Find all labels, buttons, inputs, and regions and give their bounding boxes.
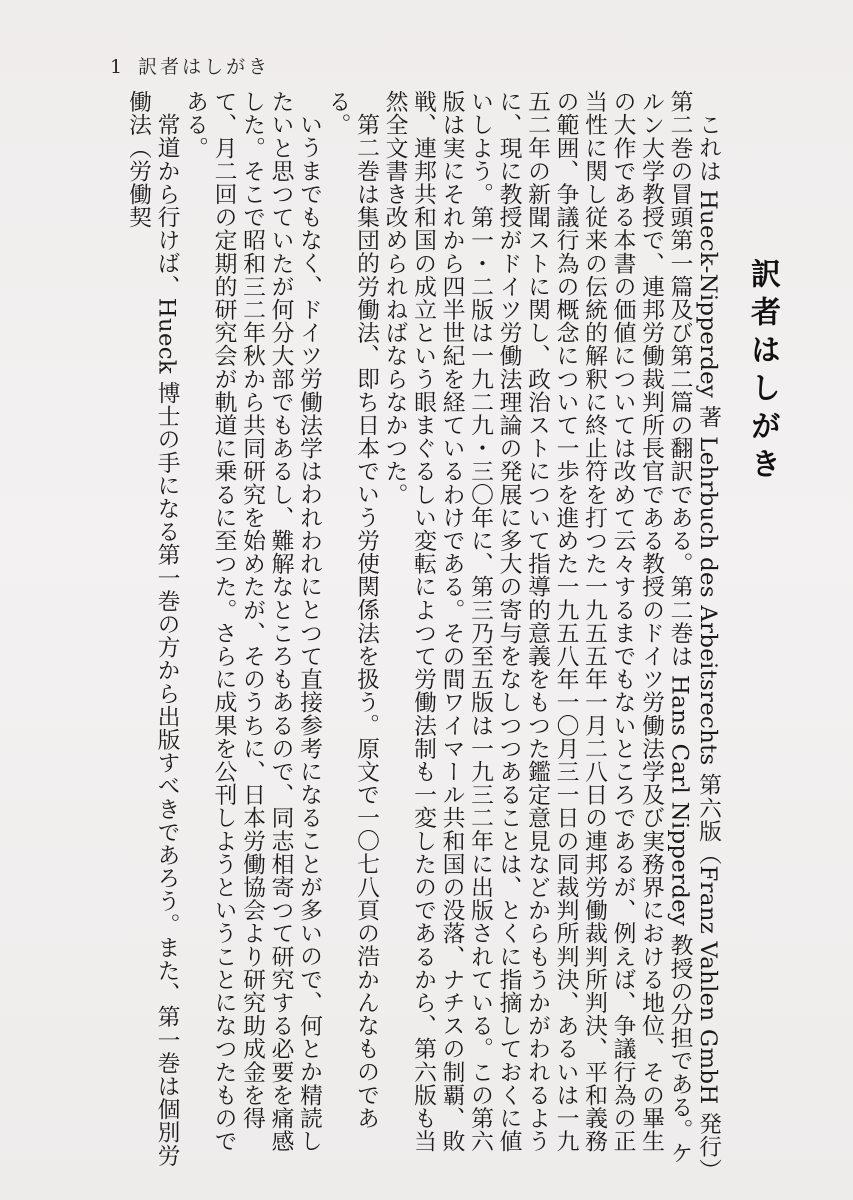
paragraph: これは Hueck-Nipperdey 著 Lehrbuch des Arbeitsrechts 第六版（Franz Vahlen GmbH 発行）第二巻の冒頭第一篇及び第二篇の翻訳である。第二巻は Hans Carl Nipperdey 教授の分担である。ケルン大学教授で、連邦労働裁判所長官である教授のドイツ労働法学及び実務界における地位、その畢生の大作である本書の価値については改めて云々するまでもないところであるが、例えば、争議行為の正当性に関し従来の伝統的解釈に終止符を打つた一九五五年一月二八日の連邦労働裁判所判決、平和義務の範囲、争議行為の概念について一歩を進めた一九五八年一〇月三一日の同裁判所判決、あるいは一九五二年の新聞ストに関し、政治ストについて指導的意義をもつた鑑定意見などからもうかがわれるように、現に教授がドイツ労働法理論の発展に多大の寄与をなしつつあることは、とくに指摘しておくに値いしよう。第一・二版は一九二九・三〇年に、第三乃至五版は一九三二年に出版されている。この第六版は実にそれから四半世紀を経ているわけである。その間ワイマール共和国の没落、ナチスの制覇、敗戦、連邦共和国の成立という眼まぐるしい変転によつて労働法制も一変したのであるから、第六版も当然全文書き改められねばならなかつた。 [381,90,721,1170]
page-header [110,52,270,79]
body-text [104,90,722,1170]
paragraph: 第二巻は集団的労働法、即ち日本でいう労使関係法を扱う。原文で一〇七八頁の浩かんなものである。 [324,90,379,1130]
paragraph: いうまでもなく、ドイツ労働法学はわれわれにとつて直接参考になることが多いので、何とか精読したいと思つていたが何分大部でもあるし、難解なところもあるので、同志相寄つて研究する必要を痛感した。そこで昭和三二年秋から共同研究を始めたが、そのうちに、日本労働協会より研究助成金を得て、月二回の定期的研究会が軌道に乗るに至つた。さらに成果を公刊しようということになつたものである。 [182,90,322,1153]
section-title: 訳者はしがき [745,258,780,486]
running-head: 訳者はしがき [138,56,271,78]
paragraph: 常道から行けば、Hueck 博士の手になる第一巻の方から出版すべきであろう。また、第一巻は個別労働法（労働契 [125,90,180,1167]
page-number: 1 [110,56,123,78]
